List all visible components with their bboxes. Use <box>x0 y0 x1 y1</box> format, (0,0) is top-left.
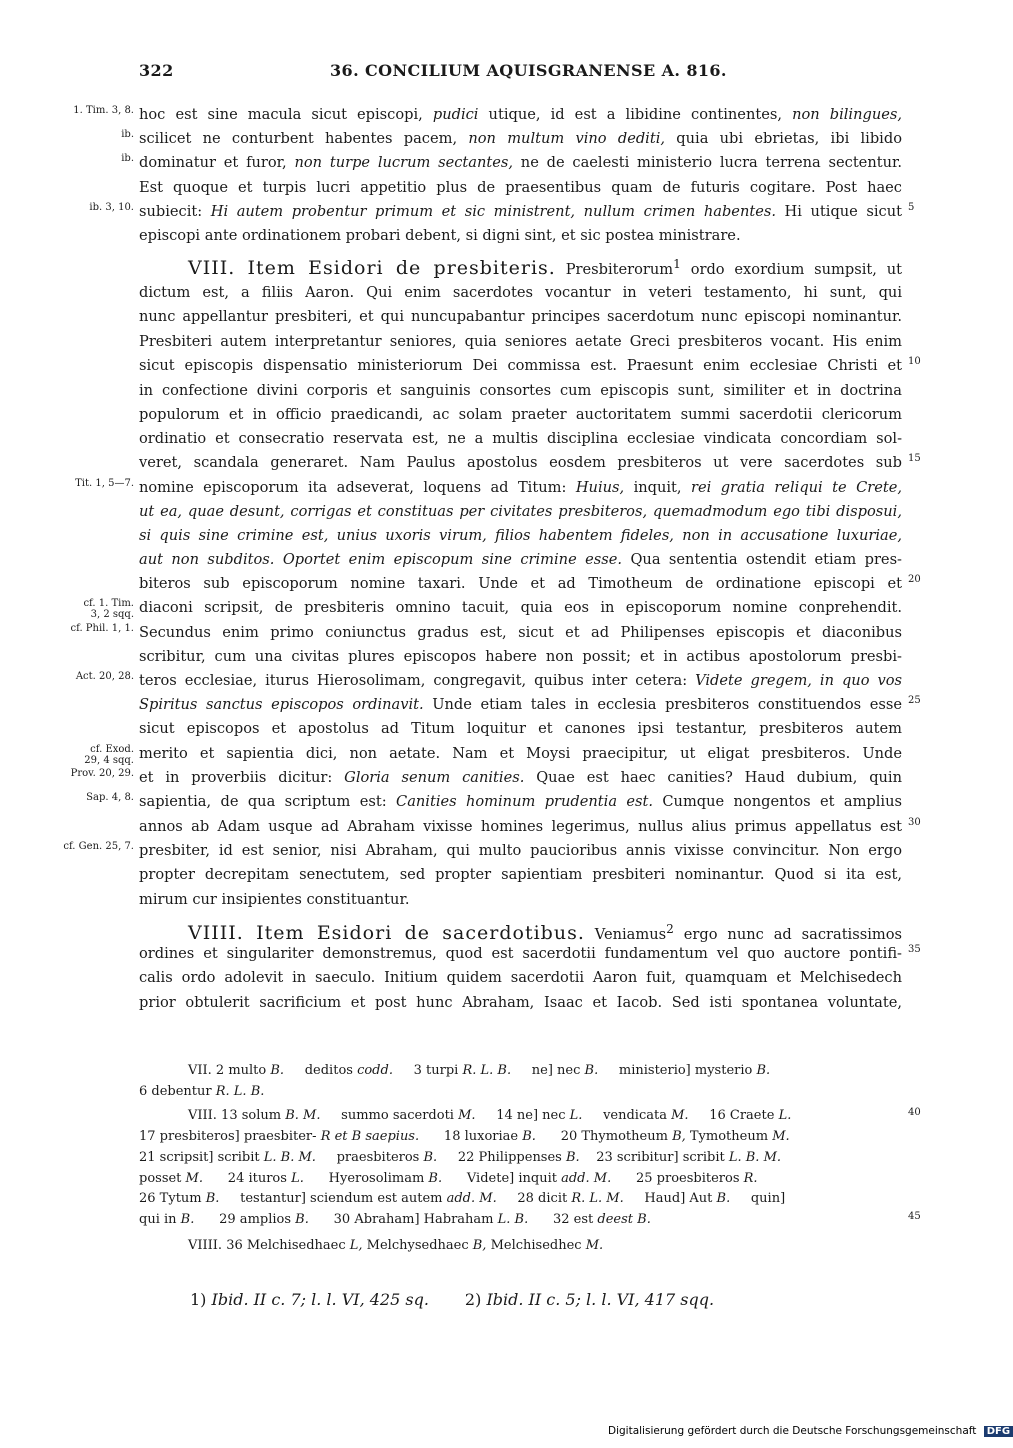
funding-note <box>608 1425 1013 1437</box>
text-line <box>0 452 1000 474</box>
text-line <box>0 864 1000 886</box>
text-line <box>0 306 1000 328</box>
apparatus-text: VII. 2 multo B. deditos codd. 3 turpi R. L. B. ne] nec B. ministerio] mysterio B. <box>188 1063 771 1078</box>
apparatus-text: VIII. 13 solum B. M. summo sacerdoti M. 14 ne] nec L. vendicata M. 16 Craete L. <box>188 1108 792 1123</box>
text-line <box>0 670 1000 692</box>
line-text: diaconi scripsit, de presbiteris omnino tacuit, quia eos in episcoporum nomine conprehendit. <box>139 599 902 616</box>
line-text: VIII. Item Esidori de presbiteris. Presbiterorum$^1$ ordo exordium sumpsit, ut <box>188 256 902 279</box>
line-number: 15 <box>908 453 921 464</box>
text-line <box>0 840 1000 862</box>
line-number: 35 <box>908 944 921 955</box>
line-text: annos ab Adam usque ad Abraham vixisse homines legerimus, nullus alius primus appellatus est <box>139 818 902 835</box>
margin-reference: cf. Exod. 29, 4 sqq. <box>84 744 134 766</box>
line-text: VIIII. Item Esidori de sacerdotibus. Veniamus$^2$ ergo nunc ad sacratissimos <box>188 921 902 944</box>
apparatus-line <box>0 1127 1000 1147</box>
line-number: 40 <box>908 1107 921 1118</box>
text-line <box>0 918 1000 944</box>
text-line <box>0 967 1000 989</box>
footnotes <box>190 1290 750 1309</box>
line-text: subiecit: Hi autem probentur primum et sic ministrent, nullum crimen habentes. Hi utique sicut <box>139 203 902 220</box>
line-text: dominatur et furor, non turpe lucrum sectantes, ne de caelesti ministerio lucra terrena sectentur. <box>139 154 902 171</box>
line-text: ut ea, quae desunt, corrigas et constituas per civitates presbiteros, quemadmodum ego tibi disposui, <box>139 503 902 520</box>
text-line <box>0 525 1000 547</box>
line-number: 10 <box>908 356 921 367</box>
text-line <box>0 152 1000 174</box>
text-line <box>0 646 1000 668</box>
apparatus-text: 21 scripsit] scribit L. B. M. praesbiteros B. 22 Philippenses B. 23 scribitur] scribit L. B. M. <box>139 1150 782 1165</box>
margin-reference: cf. 1. Tim. 3, 2 sqq. <box>83 598 134 620</box>
line-text: Presbiteri autem interpretantur seniores, quia seniores aetate Greci presbiteros vocant. His enim <box>139 333 902 350</box>
line-number: 25 <box>908 695 921 706</box>
line-text: ordinatio et consecratio reservata est, ne a multis disciplina ecclesiae vindicata concordiam sol- <box>139 430 902 447</box>
apparatus-text: 17 presbiteros] praesbiter- R et B saepius. 18 luxoriae B. 20 Thymotheum B, Tymotheum M. <box>139 1129 790 1144</box>
line-text: Est quoque et turpis lucri appetitio plus de praesentibus quam de futuris cogitare. Post haec <box>139 179 902 196</box>
apparatus-text: posset M. 24 ituros L. Hyerosolimam B. Videte] inquit add. M. 25 proesbiteros R. <box>139 1171 758 1186</box>
line-text: mirum cur insipientes constituantur. <box>139 891 410 908</box>
apparatus-line <box>0 1210 1000 1230</box>
line-text: sicut episcopos et apostolus ad Titum loquitur et canones ipsi testantur, presbiteros autem <box>139 720 902 737</box>
text-line <box>0 943 1000 965</box>
text-line <box>0 549 1000 571</box>
line-text: Secundus enim primo coniunctus gradus est, sicut et ad Philipenses episcopis et diaconibus <box>139 624 902 641</box>
line-text: scilicet ne conturbent habentes pacem, non multum vino dediti, quia ubi ebrietas, ibi libido <box>139 130 902 147</box>
apparatus-text: 6 debentur R. L. B. <box>139 1084 265 1099</box>
margin-reference: ib. <box>121 129 134 140</box>
text-line <box>0 225 1000 247</box>
apparatus-line <box>0 1106 1000 1126</box>
text-line <box>0 104 1000 126</box>
apparatus-text: VIIII. 36 Melchisedhaec L, Melchysedhaec B, Melchisedhec M. <box>188 1238 604 1253</box>
text-line <box>0 694 1000 716</box>
margin-reference: Act. 20, 28. <box>75 671 134 682</box>
line-number: 45 <box>908 1211 921 1222</box>
line-number: 5 <box>908 202 915 213</box>
text-line <box>0 791 1000 813</box>
margin-reference: ib. <box>121 153 134 164</box>
text-line <box>0 380 1000 402</box>
line-text: merito et sapientia dici, non aetate. Nam et Moysi praecipitur, ut eligat presbiteros. Unde <box>139 745 902 762</box>
line-text: episcopi ante ordinationem probari debent, si digni sint, et sic postea ministrare. <box>139 227 741 244</box>
apparatus-line <box>0 1236 1000 1256</box>
apparatus-line <box>0 1189 1000 1209</box>
line-text: teros ecclesiae, iturus Hierosolimam, congregavit, quibus inter cetera: Videte gregem, in quo vos <box>139 672 902 689</box>
line-text: in confectione divini corporis et sanguinis consortes cum episcopis sunt, similiter et in doctrina <box>139 382 902 399</box>
margin-reference: ib. 3, 10. <box>89 202 134 213</box>
margin-reference: 1. Tim. 3, 8. <box>73 105 134 116</box>
text-line <box>0 718 1000 740</box>
apparatus-text: 26 Tytum B. testantur] sciendum est autem add. M. 28 dicit R. L. M. Haud] Aut B. quin] <box>139 1191 786 1206</box>
text-line <box>0 282 1000 304</box>
text-line <box>0 597 1000 619</box>
line-text: si quis sine crimine est, unius uxoris virum, filios habentem fideles, non in accusatione luxuriae, <box>139 527 902 544</box>
text-line <box>0 201 1000 223</box>
line-text: scribitur, cum una civitas plures episcopos habere non possit; et in actibus apostolorum presbi- <box>139 648 902 665</box>
line-text: calis ordo adolevit in saeculo. Initium quidem sacerdotii Aaron fuit, quamquam et Melchisedech <box>139 969 902 986</box>
line-text: nomine episcoporum ita adseverat, loquens ad Titum: Huius, inquit, rei gratia reliqui te Crete, <box>139 479 903 496</box>
text-line <box>0 128 1000 150</box>
margin-reference: Sap. 4, 8. <box>86 792 134 803</box>
line-text: hoc est sine macula sicut episcopi, pudici utique, id est a libidine continentes, non bilingues, <box>139 106 902 123</box>
margin-reference: Prov. 20, 29. <box>70 768 134 779</box>
line-text: dictum est, a filiis Aaron. Qui enim sacerdotes vocantur in veteri testamento, hi sunt, qui <box>139 284 902 301</box>
margin-reference: cf. Gen. 25, 7. <box>63 841 134 852</box>
text-line <box>0 501 1000 523</box>
text-line <box>0 622 1000 644</box>
text-line <box>0 428 1000 450</box>
apparatus-text: qui in B. 29 amplios B. 30 Abraham] Habraham L. B. 32 est deest B. <box>139 1212 651 1227</box>
line-text: et in proverbiis dicitur: Gloria senum canities. Quae est haec canities? Haud dubium, quin <box>139 769 902 786</box>
funding-note-text: Digitalisierung gefördert durch die Deutsche Forschungsgemeinschaft <box>608 1425 977 1437</box>
apparatus-line <box>0 1061 1000 1081</box>
line-text: prior obtulerit sacrificium et post hunc Abraham, Isaac et Iacob. Sed isti spontanea voluntate, <box>139 994 902 1011</box>
text-line <box>0 992 1000 1014</box>
line-text: Spiritus sanctus episcopos ordinavit. Unde etiam tales in ecclesia presbiteros constituendos esse <box>139 696 902 713</box>
line-text: biteros sub episcoporum nomine taxari. Unde et ad Timotheum de ordinatione episcopi et <box>139 575 902 592</box>
dfg-logo: DFG <box>984 1426 1013 1437</box>
line-text: presbiter, id est senior, nisi Abraham, qui multo paucioribus annis vixisse convincitur. Non ergo <box>139 842 902 859</box>
line-text: populorum et in officio praedicandi, ac solam praeter auctoritatem summi sacerdotii clericorum <box>139 406 902 423</box>
text-line <box>0 743 1000 765</box>
footnote: 1) Ibid. II c. 7; l. l. VI, 425 sq. <box>190 1290 429 1309</box>
margin-reference: Tit. 1, 5—7. <box>75 478 134 489</box>
text-line <box>0 177 1000 199</box>
apparatus-line <box>0 1148 1000 1168</box>
text-line <box>0 767 1000 789</box>
line-number: 30 <box>908 817 921 828</box>
text-line <box>0 477 1000 499</box>
page-number: 322 <box>139 61 174 80</box>
line-text: nunc appellantur presbiteri, et qui nuncupabantur principes sacerdotum nunc episcopi nominantur. <box>139 308 902 325</box>
line-text: ordines et singulariter demonstremus, quod est sacerdotii fundamentum vel quo auctore pontifi- <box>139 945 902 962</box>
line-text: propter decrepitam senectutem, sed propter sapientiam presbiteri nominantur. Quod si ita est, <box>139 866 902 883</box>
apparatus-line <box>0 1169 1000 1189</box>
running-title: 36. CONCILIUM AQUISGRANENSE A. 816. <box>330 61 727 80</box>
line-text: veret, scandala generaret. Nam Paulus apostolus eosdem presbiteros ut vere sacerdotes sub <box>139 454 902 471</box>
apparatus-line <box>0 1082 1000 1102</box>
line-text: sapientia, de qua scriptum est: Canities hominum prudentia est. Cumque nongentos et amplius <box>139 793 902 810</box>
text-line <box>0 889 1000 911</box>
text-line <box>0 573 1000 595</box>
text-line <box>0 404 1000 426</box>
line-text: aut non subditos. Oportet enim episcopum sine crimine esse. Qua sententia ostendit etiam pres- <box>139 551 902 568</box>
text-line <box>0 331 1000 353</box>
footnote: 2) Ibid. II c. 5; l. l. VI, 417 sqq. <box>464 1290 715 1309</box>
text-line <box>0 253 1000 279</box>
margin-reference: cf. Phil. 1, 1. <box>70 623 134 634</box>
line-text: sicut episcopis dispensatio ministeriorum Dei commissa est. Praesunt enim ecclesiae Christi et <box>139 357 902 374</box>
text-line <box>0 355 1000 377</box>
line-number: 20 <box>908 574 921 585</box>
text-line <box>0 816 1000 838</box>
